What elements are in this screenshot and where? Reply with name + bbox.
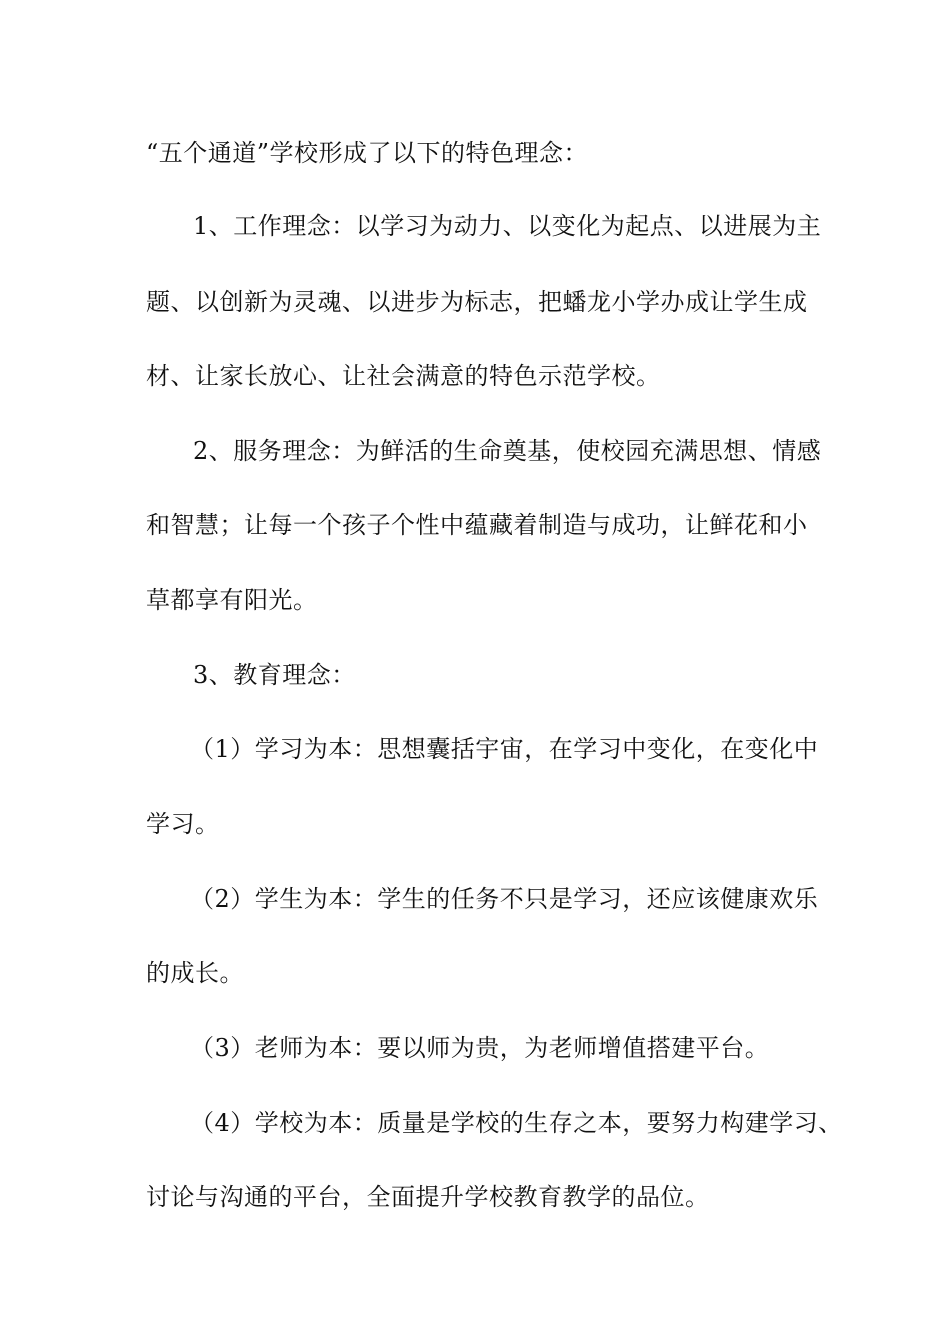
sub1-line1: （1）学习为本：思想囊括宇宙，在学习中变化，在变化中 (190, 735, 819, 763)
item2-line3: 草都享有阳光。 (146, 586, 318, 614)
item1-line1: 1、工作理念：以学习为动力、以变化为起点、以进展为主 (193, 212, 822, 240)
sub1-line2: 学习。 (146, 810, 220, 838)
sub4-line1: （4）学校为本：质量是学校的生存之本，要努力构建学习、 (190, 1109, 843, 1137)
item2-line2: 和智慧；让每一个孩子个性中蕴藏着制造与成功，让鲜花和小 (146, 511, 808, 539)
sub2-line2: 的成长。 (146, 959, 244, 987)
item2-line1: 2、服务理念：为鲜活的生命奠基，使校园充满思想、情感 (193, 437, 822, 465)
item3-heading: 3、教育理念： (193, 661, 356, 689)
item1-line2: 题、以创新为灵魂、以进步为标志，把蟠龙小学办成让学生成 (146, 288, 808, 316)
sub4-line2: 讨论与沟通的平台，全面提升学校教育教学的品位。 (146, 1183, 710, 1211)
sub3-line1: （3）老师为本：要以师为贵，为老师增值搭建平台。 (190, 1034, 770, 1062)
sub2-line1: （2）学生为本：学生的任务不只是学习，还应该健康欢乐 (190, 885, 819, 913)
item1-line3: 材、让家长放心、让社会满意的特色示范学校。 (146, 362, 661, 390)
intro-line: “五个通道”学校形成了以下的特色理念： (146, 139, 589, 167)
